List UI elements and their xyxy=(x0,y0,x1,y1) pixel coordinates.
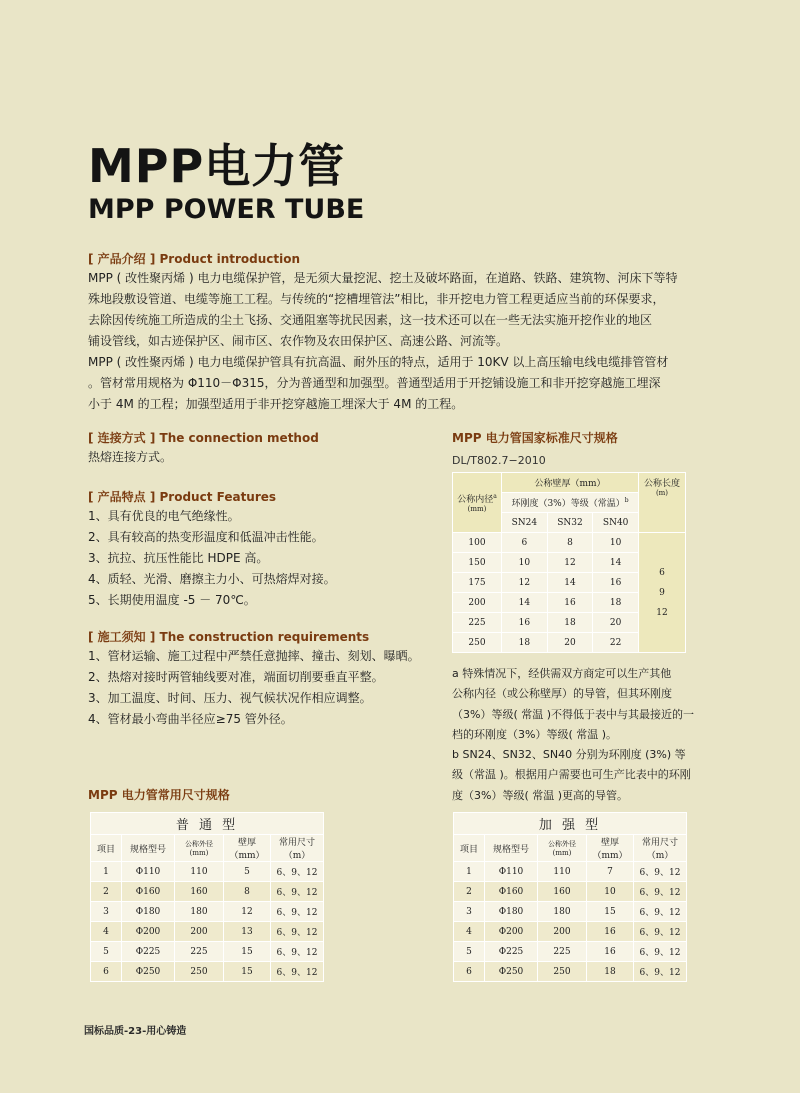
table-row: 4 Φ200 200 16 6、9、12 xyxy=(454,922,687,942)
note-line: b SN24、SN32、SN40 分别为环刚度 (3%) 等 xyxy=(452,748,686,762)
note-line: 度（3%）等级( 常温 )更高的导管。 xyxy=(452,788,629,802)
table-row: 225 16 18 20 xyxy=(453,613,686,633)
table-row: 1 Φ110 110 7 6、9、12 xyxy=(454,862,687,882)
feature-item: 2、具有较高的热变形温度和低温冲击性能。 xyxy=(88,530,324,544)
col-length: 公称长度 (m) xyxy=(639,473,686,533)
note-line: （3%）等级( 常温 )不得低于表中与其最接近的一 xyxy=(452,707,695,721)
normal-type-table: 普 通 型 项目 规格型号 公称外径 (mm) 壁厚（mm） 常用尺寸（m） 1 Φ110 110 5 6、9、12 2 Φ160 160 8 6、9、12 3 Φ180 180 12 6、9、12 4 Φ200 200 13 6、9、12 5 Φ225 225 15 6、9、12 6 Φ250 250 15 6、9、12 xyxy=(90,812,324,982)
length-values: 6 9 12 xyxy=(639,533,686,653)
table-row: 3 Φ180 180 15 6、9、12 xyxy=(454,902,687,922)
sn-header: SN32 xyxy=(547,513,593,533)
feature-item: 1、具有优良的电气绝缘性。 xyxy=(88,509,240,523)
table-row: 250 18 20 22 xyxy=(453,633,686,653)
table-row: 5 Φ225 225 15 6、9、12 xyxy=(91,942,324,962)
table-row: 5 Φ225 225 16 6、9、12 xyxy=(454,942,687,962)
intro-line: 。管材常用规格为 Φ110－Φ315，分为普通型和加强型。普通型适用于开挖铺设施工和非开挖穿越施工埋深 xyxy=(88,376,661,390)
table-row: 150 10 12 14 xyxy=(453,553,686,573)
table-row: 175 12 14 16 xyxy=(453,573,686,593)
standard-code: DL/T802.7−2010 xyxy=(452,454,546,467)
reinforced-type-table: 加 强 型 项目 规格型号 公称外径 (mm) 壁厚（mm） 常用尺寸（m） 1 Φ110 110 7 6、9、12 2 Φ160 160 10 6、9、12 3 Φ180 180 15 6、9、12 4 Φ200 200 16 6、9、12 5 Φ225 225 16 6、9、12 6 Φ250 250 18 6、9、12 xyxy=(453,812,687,982)
table-row: 6 Φ250 250 15 6、9、12 xyxy=(91,962,324,982)
standard-table xyxy=(452,472,686,653)
construction-item: 4、管材最小弯曲半径应≥75 管外径。 xyxy=(88,712,293,726)
page-subtitle: MPP POWER TUBE xyxy=(88,194,365,225)
table-row: 6 Φ250 250 18 6、9、12 xyxy=(454,962,687,982)
intro-line: MPP ( 改性聚丙烯 ) 电力电缆保护管具有抗高温、耐外压的特点，适用于 10KV 以上高压输电线电缆排管管材 xyxy=(88,355,669,369)
intro-line: MPP ( 改性聚丙烯 ) 电力电缆保护管，是无须大量挖泥、挖土及破坏路面，在道路、铁路、建筑物、河床下等特 xyxy=(88,271,678,285)
note-line: 级（常温 )。根据用户需要也可生产比表中的环刚 xyxy=(452,768,691,782)
col-stiffness: 环刚度（3%）等级（常温）$^b$ xyxy=(502,493,639,513)
note-line: 公称内径（或公称壁厚）的导管，但其环刚度 xyxy=(452,687,672,701)
intro-heading: [ 产品介绍 ] Product introduction xyxy=(88,252,301,266)
feature-item: 4、质轻、光滑、磨擦主力小、可热熔焊对接。 xyxy=(88,572,336,586)
connection-body xyxy=(88,447,172,468)
note-line: a 特殊情况下，经供需双方商定可以生产其他 xyxy=(452,667,672,680)
common-sizes-heading: MPP 电力管常用尺寸规格 xyxy=(88,788,230,802)
feature-item: 3、抗拉、抗压性能比 HDPE 高。 xyxy=(88,551,269,565)
table-row: 2 Φ160 160 10 6、9、12 xyxy=(454,882,687,902)
table-row: 200 14 16 18 xyxy=(453,593,686,613)
sn-header: SN40 xyxy=(593,513,639,533)
table-row: 100 6 8 10 6 9 12 xyxy=(453,533,686,553)
features-heading: [ 产品特点 ] Product Features xyxy=(88,490,277,504)
table-row: 4 Φ200 200 13 6、9、12 xyxy=(91,922,324,942)
feature-item: 5、长期使用温度 -5 － 70℃。 xyxy=(88,593,256,607)
construction-item: 3、加工温度、时间、压力、视气候状况作相应调整。 xyxy=(88,691,372,705)
col-inner-diameter: 公称内径$^a$ (mm) xyxy=(453,473,502,533)
construction-body xyxy=(88,646,420,730)
page-footer: 国标品质-23-用心铸造 xyxy=(84,1026,187,1037)
standard-notes xyxy=(452,664,694,806)
intro-body xyxy=(88,268,677,415)
table-caption: 加 强 型 xyxy=(454,813,687,835)
connection-heading: [ 连接方式 ] The connection method xyxy=(88,431,319,445)
features-body xyxy=(88,506,336,611)
construction-heading: [ 施工须知 ] The construction requirements xyxy=(88,630,370,644)
table-row: 3 Φ180 180 12 6、9、12 xyxy=(91,902,324,922)
col-wall-thickness: 公称壁厚（mm） xyxy=(502,473,639,493)
standard-heading: MPP 电力管国家标准尺寸规格 xyxy=(452,431,618,445)
page-title: MPP电力管 xyxy=(88,139,346,193)
table-caption: 普 通 型 xyxy=(91,813,324,835)
intro-line: 小于 4M 的工程；加强型适用于非开挖穿越施工埋深大于 4M 的工程。 xyxy=(88,397,464,411)
intro-line: 铺设管线，如古迹保护区、闹市区、农作物及农田保护区、高速公路、河流等。 xyxy=(88,334,509,348)
table-row: 2 Φ160 160 8 6、9、12 xyxy=(91,882,324,902)
connection-line: 热熔连接方式。 xyxy=(88,450,173,464)
sn-header: SN24 xyxy=(502,513,548,533)
intro-line: 去除因传统施工所造成的尘土飞扬、交通阻塞等扰民因素，这一技术还可以在一些无法实施开挖作业的地区 xyxy=(88,313,653,327)
table-row: 1 Φ110 110 5 6、9、12 xyxy=(91,862,324,882)
construction-item: 1、管材运输、施工过程中严禁任意抛摔、撞击、刻划、曝晒。 xyxy=(88,649,420,663)
note-line: 档的环刚度（3%）等级( 常温 )。 xyxy=(452,727,618,741)
construction-item: 2、热熔对接时两管轴线要对准，端面切削要垂直平整。 xyxy=(88,670,384,684)
intro-line: 殊地段敷设管道、电缆等施工工程。与传统的“挖槽埋管法”相比，非开挖电力管工程更适应当前的环保要求， xyxy=(88,292,665,306)
